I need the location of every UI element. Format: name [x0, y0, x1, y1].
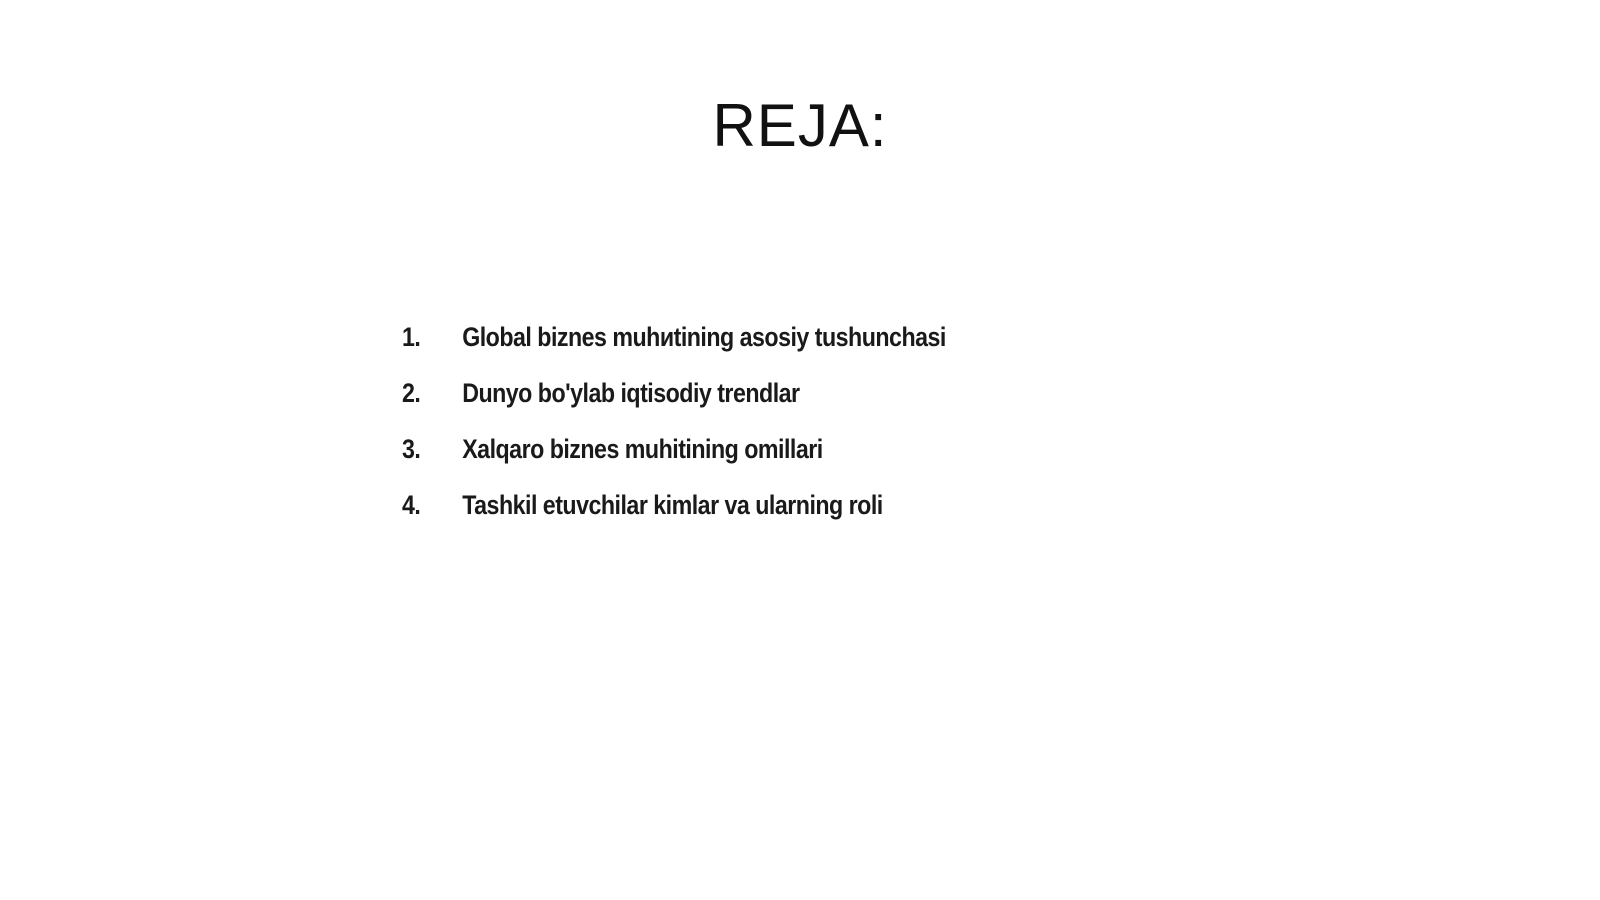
agenda-item	[402, 378, 946, 434]
agenda-item	[402, 434, 946, 490]
agenda-item-text: Xalqaro biznes muhitining omillari	[462, 434, 823, 464]
agenda-item-text: Dunyo bo'ylab iqtisodiy trendlar	[462, 378, 800, 408]
agenda-item-text: Tashkil etuvchilar kimlar va ularning roli	[462, 490, 883, 520]
agenda-list	[402, 322, 1034, 546]
slide-title: REJA:	[712, 92, 888, 159]
agenda-item	[402, 490, 946, 546]
agenda-item-number: 3.	[402, 434, 421, 464]
agenda-item-number: 4.	[402, 490, 421, 520]
agenda-item-text: Global biznes muhиtining asosiy tushunchasi	[462, 322, 946, 352]
agenda-item	[402, 322, 946, 378]
agenda-item-number: 2.	[402, 378, 421, 408]
agenda-item-number: 1.	[402, 322, 421, 352]
